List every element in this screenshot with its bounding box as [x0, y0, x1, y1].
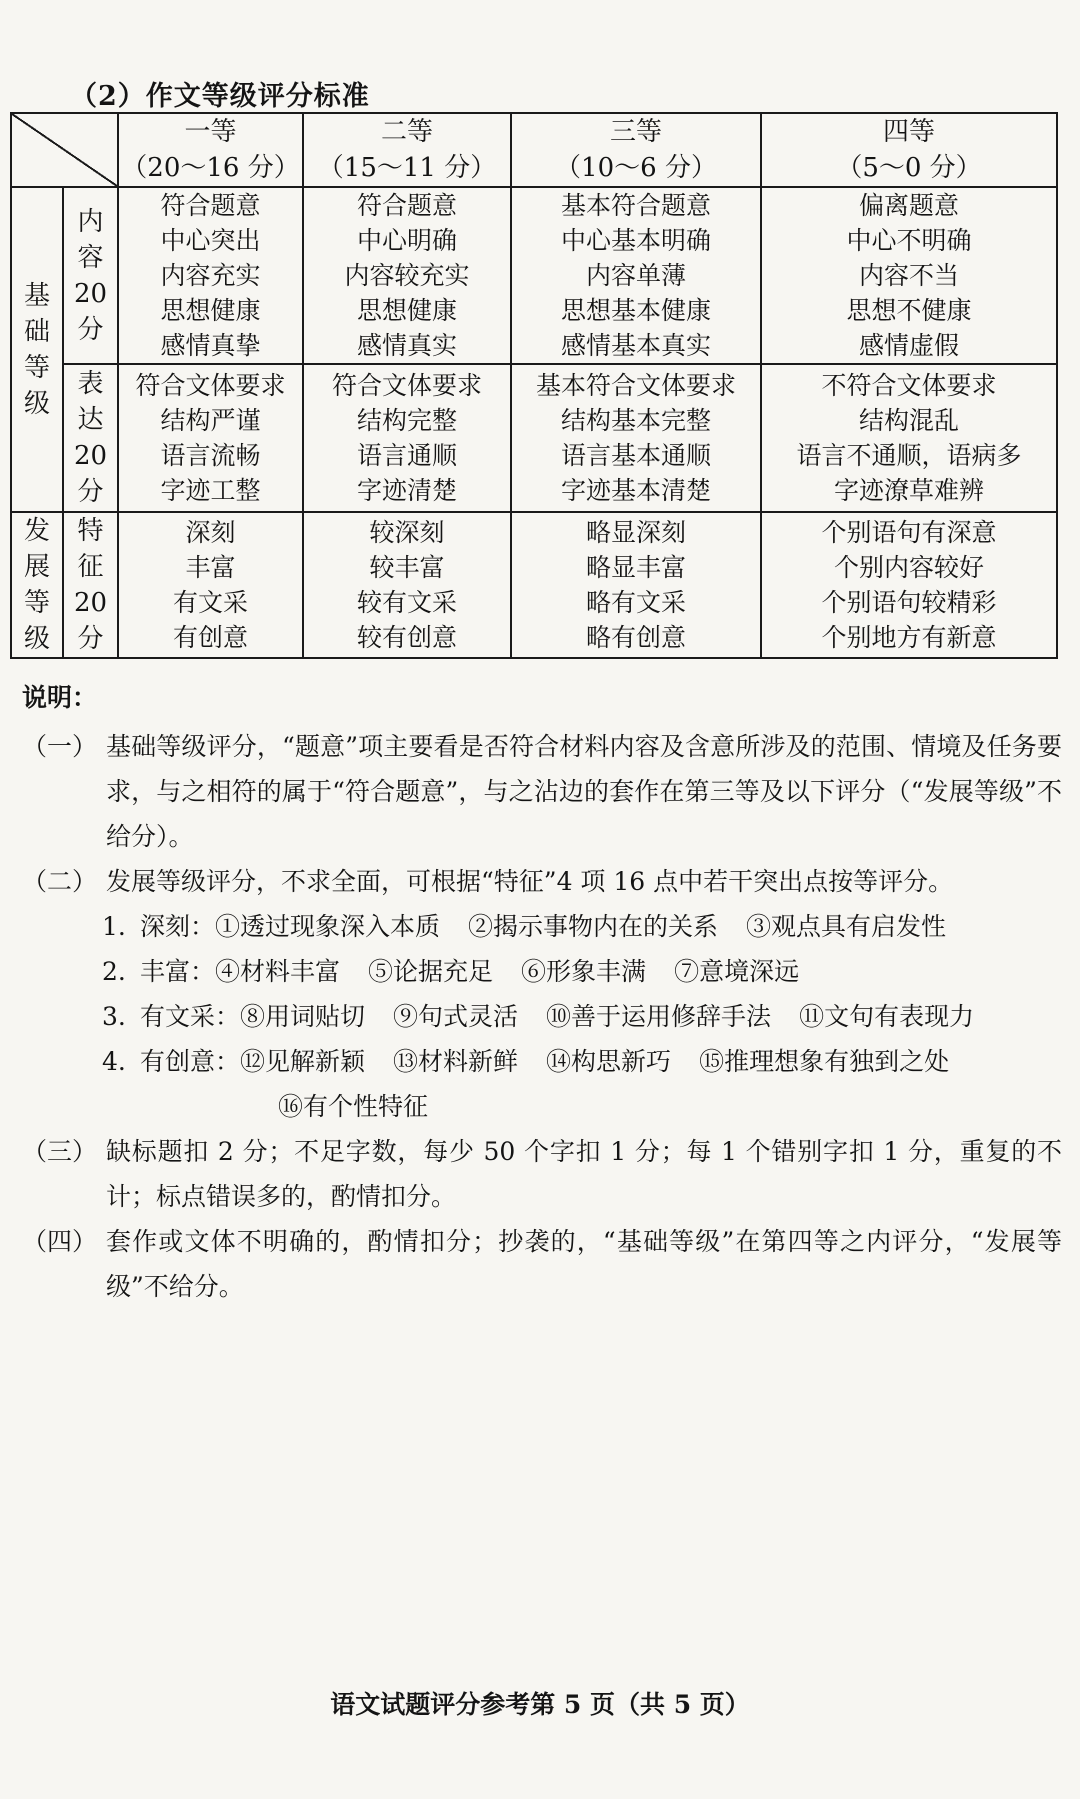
- feature-label: 特 征 20 分: [63, 512, 118, 658]
- feature-item-3: 3. 有文采： ⑧用词贴切 ⑨句式灵活 ⑩善于运用修辞手法 ⑪文句有表现力: [102, 1002, 975, 1031]
- note-number: （三）: [22, 1137, 98, 1166]
- content-cell-grade1: 符合题意 中心突出 内容充实 思想健康 感情真挚: [118, 187, 303, 364]
- note-paragraph-3: [22, 1129, 1062, 1219]
- section-title: （2）作文等级评分标准: [70, 81, 370, 112]
- note-number: （四）: [22, 1227, 98, 1256]
- note-number: （二）: [22, 867, 98, 896]
- content-label: 内 容 20 分: [63, 187, 118, 364]
- content-row: [11, 187, 1057, 364]
- feature-item-1: 1. 深刻： ①透过现象深入本质 ②揭示事物内在的关系 ③观点具有启发性: [102, 912, 947, 941]
- expression-cell-grade3: 基本符合文体要求 结构基本完整 语言基本通顺 字迹基本清楚: [511, 364, 761, 512]
- note-paragraph-4: [22, 1219, 1062, 1309]
- expression-cell-grade1: 符合文体要求 结构严谨 语言流畅 字迹工整: [118, 364, 303, 512]
- feature-cell-grade3: 略显深刻 略显丰富 略有文采 略有创意: [511, 512, 761, 658]
- grade-header-3: 三等 （10～6 分）: [511, 113, 761, 187]
- develop-level-text: 发展等级: [24, 516, 51, 654]
- basic-level-text: 基础等级: [24, 280, 51, 419]
- expression-cell-grade2: 符合文体要求 结构完整 语言通顺 字迹清楚: [303, 364, 511, 512]
- note-text: 基础等级评分，“题意”项主要看是否符合材料内容及含意所涉及的范围、情境及任务要求，与之相符的属于“符合题意”，与之沾边的套作在第三等及以下评分（“发展等级”不给分）。: [106, 732, 1062, 851]
- note-text: 套作或文体不明确的，酌情扣分；抄袭的，“基础等级”在第四等之内评分，“发展等级”不给分。: [106, 1227, 1062, 1301]
- feature-item-4: 4. 有创意： ⑫见解新颖 ⑬材料新鲜 ⑭构思新巧 ⑮推理想象有独到之处: [102, 1047, 950, 1076]
- notes-section: [22, 675, 1062, 1309]
- basic-level-label: [11, 187, 63, 512]
- content-cell-grade3: 基本符合题意 中心基本明确 内容单薄 思想基本健康 感情基本真实: [511, 187, 761, 364]
- feature-cell-grade1: 深刻 丰富 有文采 有创意: [118, 512, 303, 658]
- grade-header-1: 一等 （20～16 分）: [118, 113, 303, 187]
- feature-cell-grade4: 个别语句有深意 个别内容较好 个别语句较精彩 个别地方有新意: [761, 512, 1057, 658]
- grade-header-4: 四等 （5～0 分）: [761, 113, 1057, 187]
- note-paragraph-2: [22, 859, 1062, 904]
- feature-row: [11, 512, 1057, 658]
- note-text: 发展等级评分，不求全面，可根据“特征”4 项 16 点中若干突出点按等评分。: [106, 867, 954, 896]
- feature-item-2: 2. 丰富： ④材料丰富 ⑤论据充足 ⑥形象丰满 ⑦意境深远: [102, 957, 800, 986]
- note-text: 缺标题扣 2 分；不足字数，每少 50 个字扣 1 分；每 1 个错别字扣 1 分，重复的不计；标点错误多的，酌情扣分。: [106, 1137, 1062, 1211]
- notes-label: 说明：: [22, 683, 98, 712]
- scoring-table: [10, 112, 1058, 659]
- feature-cell-grade2: 较深刻 较丰富 较有文采 较有创意: [303, 512, 511, 658]
- note-number: （一）: [22, 732, 98, 761]
- content-cell-grade2: 符合题意 中心明确 内容较充实 思想健康 感情真实: [303, 187, 511, 364]
- expression-label: 表 达 20 分: [63, 364, 118, 512]
- grade-header-2: 二等 （15～11 分）: [303, 113, 511, 187]
- develop-level-label: [11, 512, 63, 658]
- header-row: [11, 113, 1057, 187]
- content-cell-grade4: 偏离题意 中心不明确 内容不当 思想不健康 感情虚假: [761, 187, 1057, 364]
- page-footer: 语文试题评分参考第 5 页（共 5 页）: [330, 1690, 750, 1719]
- feature-item-4-extra: ⑯有个性特征: [278, 1092, 429, 1121]
- expression-row: [11, 364, 1057, 512]
- note-paragraph-1: [22, 724, 1062, 859]
- expression-cell-grade4: 不符合文体要求 结构混乱 语言不通顺，语病多 字迹潦草难辨: [761, 364, 1057, 512]
- diagonal-corner-cell: [11, 113, 118, 187]
